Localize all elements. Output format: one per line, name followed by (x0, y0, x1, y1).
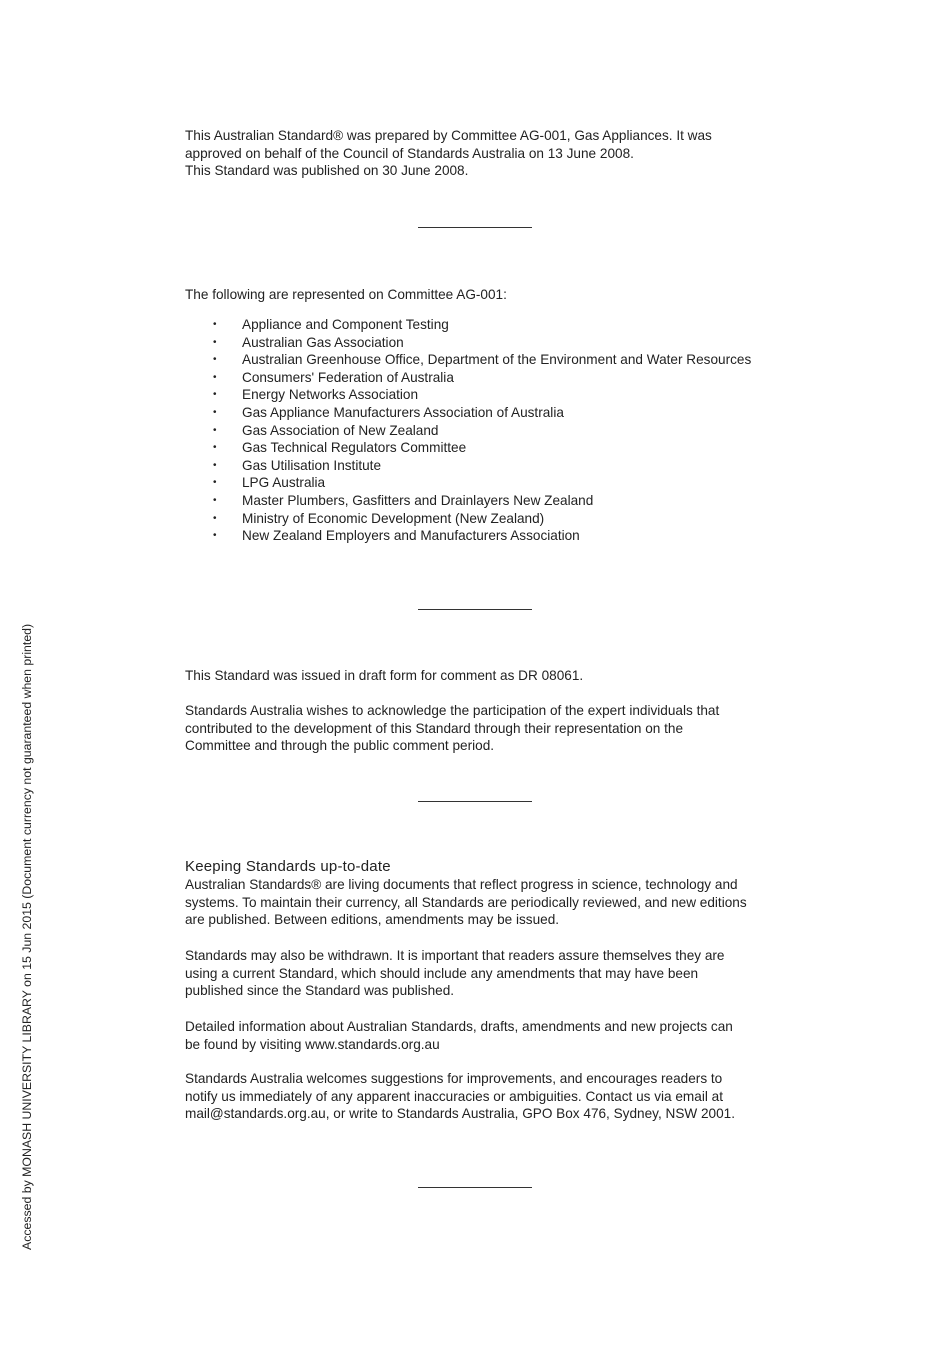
bullet-icon: • (213, 530, 217, 542)
bullet-icon: • (213, 371, 217, 383)
list-item (185, 316, 805, 334)
paragraph-4-line-1: Standards Australia welcomes suggestions for improvements, and encourages readers to (185, 1071, 723, 1086)
access-watermark: Accessed by MONASH UNIVERSITY LIBRARY on 15 Jun 2015 (Document currency not guaranteed when printed) (20, 623, 34, 1250)
list-item (185, 369, 805, 387)
committee-member-list (185, 316, 805, 545)
preparation-line-3: This Standard was published on 30 June 2008. (185, 163, 469, 179)
bullet-icon: • (213, 406, 217, 418)
bullet-icon: • (213, 442, 217, 454)
paragraph-1-line-1: Australian Standards® are living documents that reflect progress in science, technology and (185, 877, 738, 892)
preparation-line-1: This Australian Standard® was prepared by Committee AG-001, Gas Appliances. It was (185, 128, 712, 143)
member-name: Australian Gas Association (242, 334, 404, 350)
bullet-icon: • (213, 389, 217, 401)
section-divider-3 (418, 801, 532, 802)
bullet-icon: • (213, 336, 217, 348)
member-name: Australian Greenhouse Office, Department of the Environment and Water Resources (242, 352, 752, 368)
paragraph-4-line-3: mail@standards.org.au, or write to Standards Australia, GPO Box 476, Sydney, NSW 2001. (185, 1106, 736, 1122)
bullet-icon: • (213, 319, 217, 330)
list-item (185, 474, 805, 492)
bullet-icon: • (213, 477, 217, 489)
list-item (185, 439, 805, 457)
draft-issued-text: This Standard was issued in draft form for comment as DR 08061. (185, 668, 584, 683)
acknowledgement-line-1: Standards Australia wishes to acknowledge the participation of the expert individuals that (185, 703, 720, 718)
paragraph-3-line-2: be found by visiting www.standards.org.au (185, 1036, 440, 1052)
committee-intro-text: The following are represented on Committee AG-001: (185, 287, 507, 302)
member-name: Gas Technical Regulators Committee (242, 440, 467, 456)
section-divider-2 (418, 609, 532, 610)
bullet-icon: • (213, 512, 217, 524)
withdrawal-paragraph (185, 947, 775, 1000)
draft-notice (185, 667, 775, 685)
keeping-up-to-date-section (185, 858, 775, 929)
section-divider-4 (418, 1187, 532, 1188)
paragraph-1-line-3: are published. Between editions, amendments may be issued. (185, 912, 560, 928)
member-name: New Zealand Employers and Manufacturers Association (242, 528, 580, 544)
list-item (185, 422, 805, 440)
committee-intro (185, 286, 775, 304)
paragraph-2-line-1: Standards may also be withdrawn. It is important that readers assure themselves they are (185, 948, 725, 963)
paragraph-1-line-2: systems. To maintain their currency, all Standards are periodically reviewed, and new editions (185, 894, 747, 910)
list-item (185, 334, 805, 352)
member-name: Appliance and Component Testing (242, 317, 449, 332)
paragraph-2-line-2: using a current Standard, which should include any amendments that may have been (185, 965, 699, 981)
list-item (185, 386, 805, 404)
paragraph-4-line-2: notify us immediately of any apparent inaccuracies or ambiguities. Contact us via email at (185, 1088, 723, 1104)
bullet-icon: • (213, 354, 217, 366)
information-paragraph (185, 1018, 775, 1053)
list-item (185, 351, 805, 369)
preparation-notice (185, 127, 775, 180)
member-name: LPG Australia (242, 475, 326, 491)
list-item (185, 492, 805, 510)
list-item (185, 457, 805, 475)
member-name: Ministry of Economic Development (New Zealand) (242, 510, 545, 526)
acknowledgement (185, 702, 775, 755)
list-item (185, 527, 805, 545)
member-name: Master Plumbers, Gasfitters and Drainlayers New Zealand (242, 492, 594, 508)
preparation-line-2: approved on behalf of the Council of Standards Australia on 13 June 2008. (185, 145, 634, 161)
member-name: Energy Networks Association (242, 387, 419, 403)
member-name: Consumers' Federation of Australia (242, 369, 454, 385)
section-divider-1 (418, 227, 532, 228)
list-item (185, 510, 805, 528)
paragraph-3-line-1: Detailed information about Australian Standards, drafts, amendments and new projects can (185, 1019, 733, 1034)
bullet-icon: • (213, 424, 217, 436)
member-name: Gas Association of New Zealand (242, 422, 439, 438)
contact-paragraph (185, 1070, 775, 1123)
list-item (185, 404, 805, 422)
member-name: Gas Utilisation Institute (242, 457, 382, 473)
section-heading: Keeping Standards up-to-date (185, 858, 391, 875)
paragraph-2-line-3: published since the Standard was published. (185, 983, 455, 999)
acknowledgement-line-2: contributed to the development of this Standard through their representation on the (185, 720, 684, 736)
acknowledgement-line-3: Committee and through the public comment period. (185, 738, 495, 754)
bullet-icon: • (213, 459, 217, 471)
bullet-icon: • (213, 494, 217, 506)
member-name: Gas Appliance Manufacturers Association of Australia (242, 404, 564, 420)
